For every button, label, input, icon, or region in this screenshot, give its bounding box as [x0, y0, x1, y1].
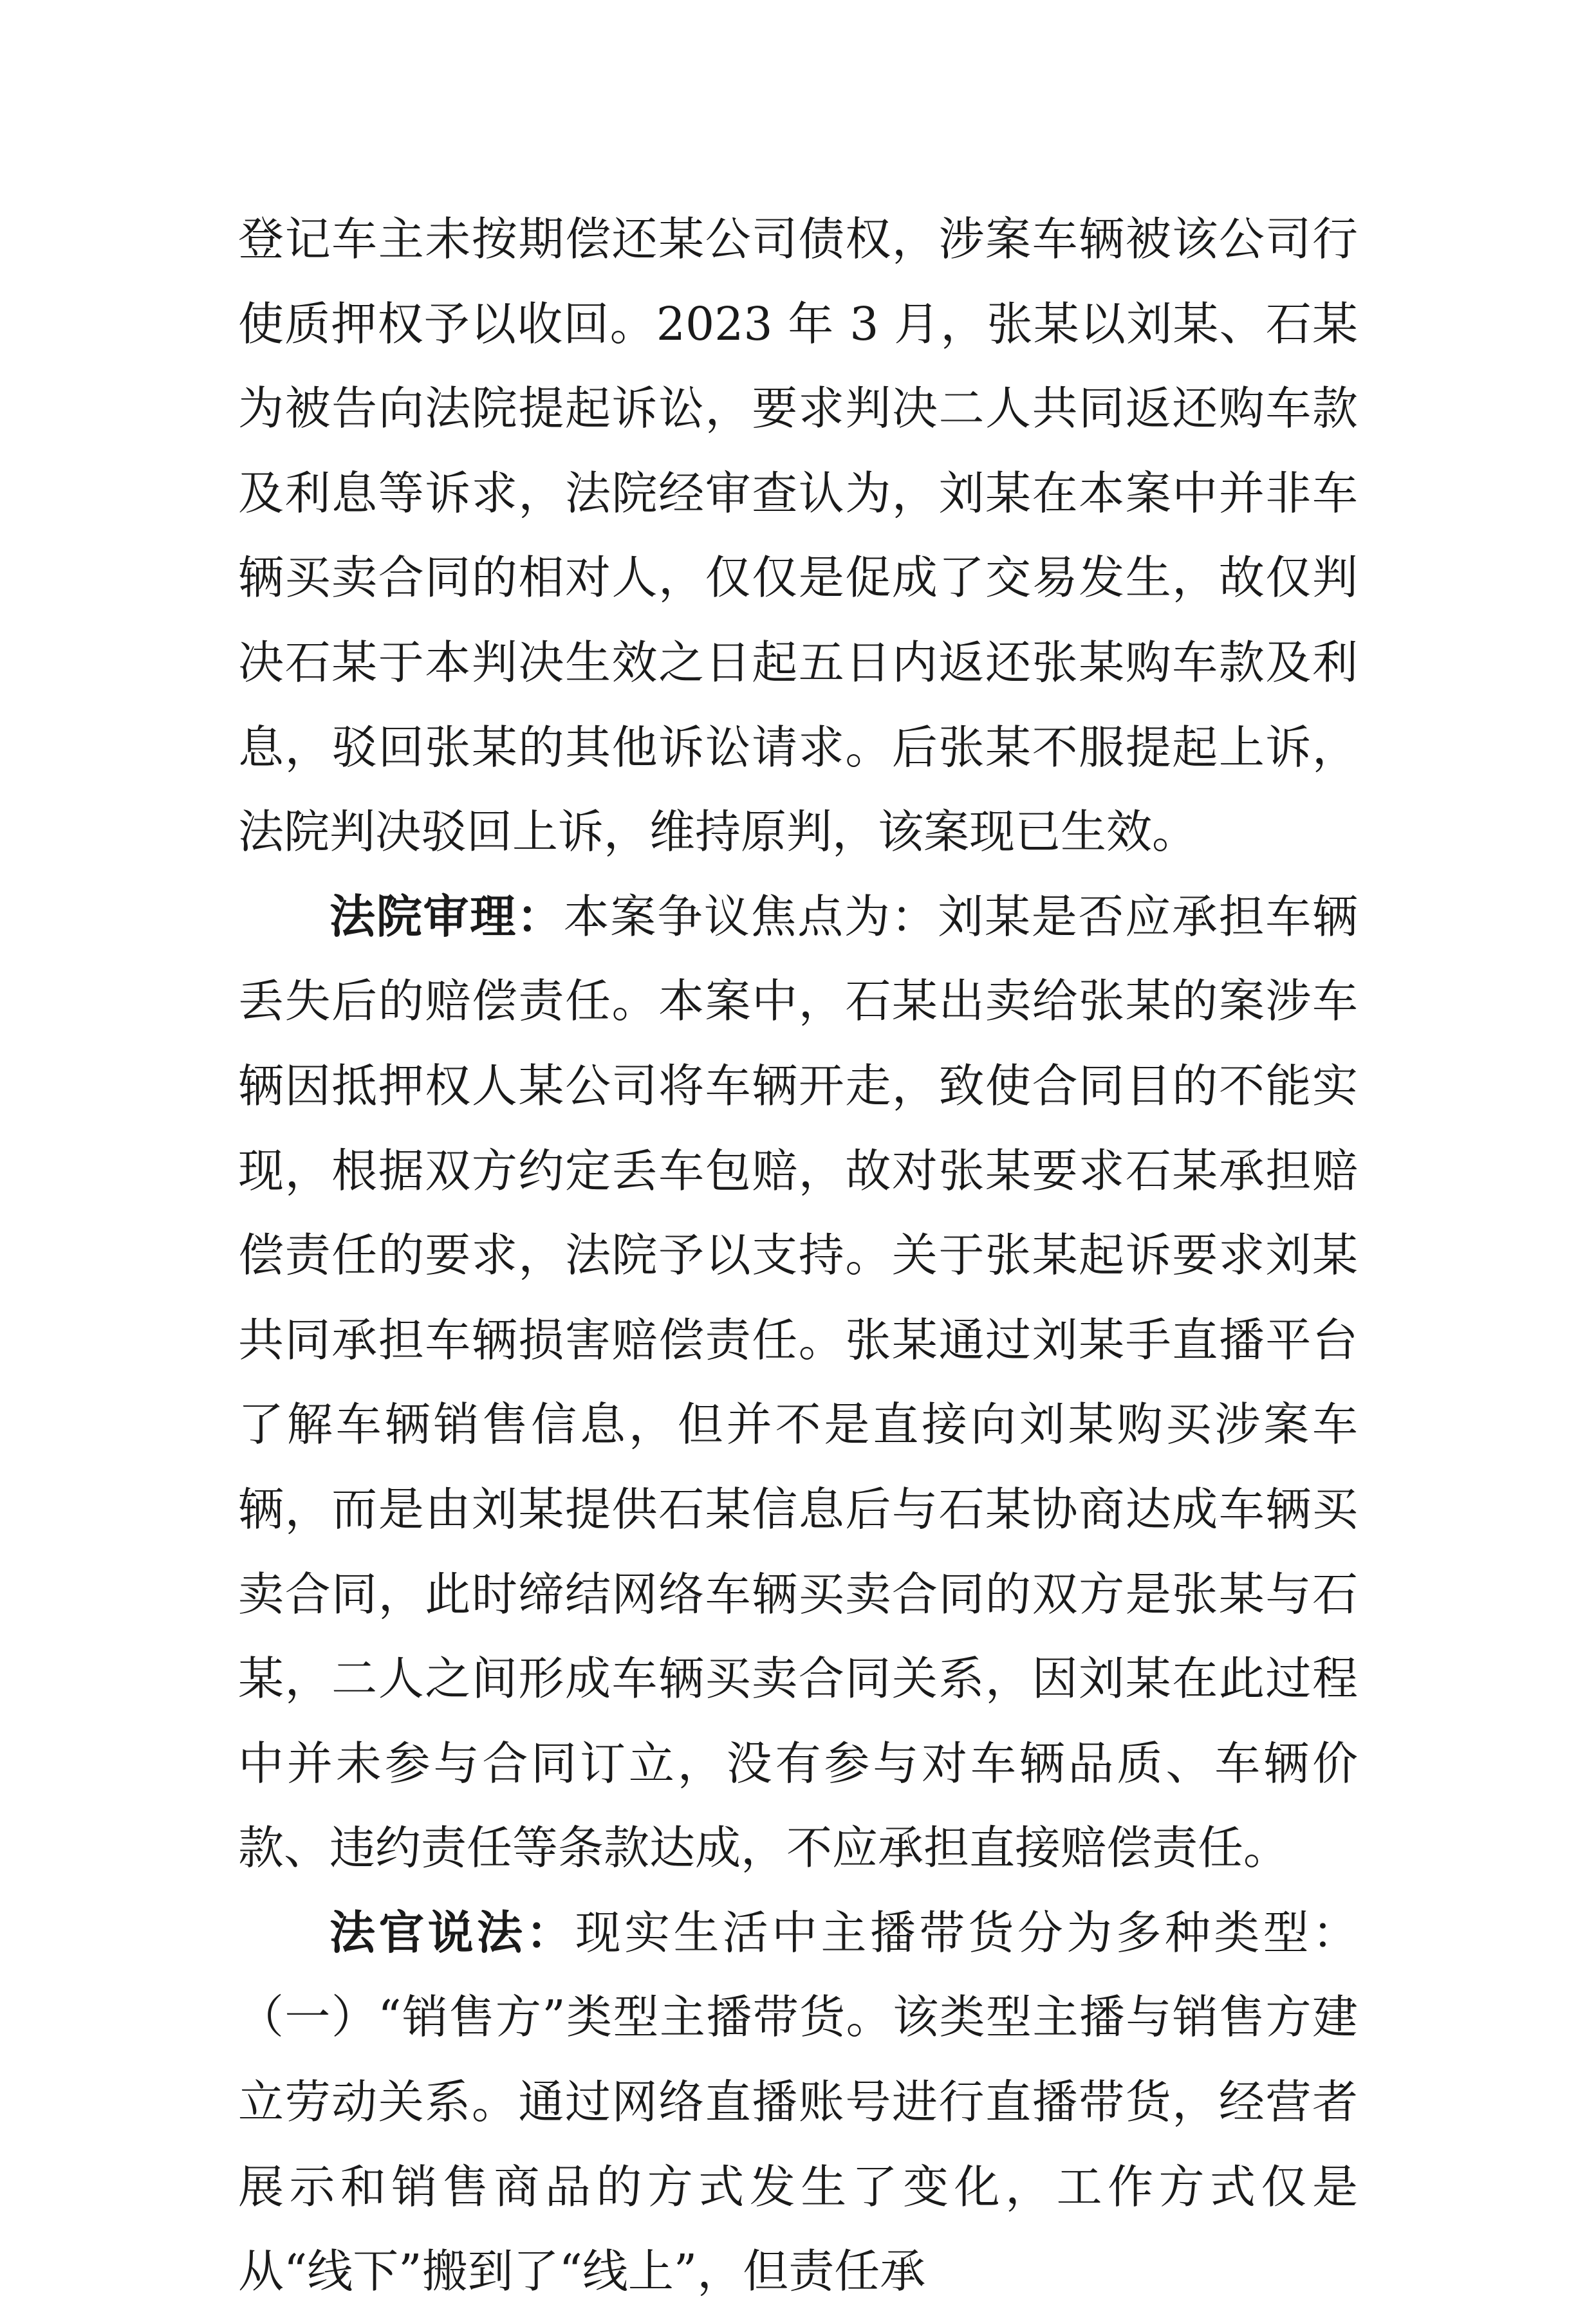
paragraph-judge-comment: [238, 1891, 1358, 2314]
paragraph-text: 现实生活中主播带货分为多种类型：（一）“销售方”类型主播带货。该类型主播与销售方建立劳动关系。通过网络直播账号进行直播带货，经营者展示和销售商品的方式发生了变化，工作方式仅是从“线下”搬到了“线上”，但责任承: [238, 1905, 1358, 2299]
paragraph-lead-judge-comment: 法官说法：: [329, 1905, 575, 1959]
paragraph-court-review: [238, 875, 1358, 1891]
paragraph-case-facts: [238, 197, 1358, 875]
paragraph-text: 本案争议焦点为：刘某是否应承担车辆丢失后的赔偿责任。本案中，石某出卖给张某的案涉车辆因抵押权人某公司将车辆开走，致使合同目的不能实现，根据双方约定丢车包赔，故对张某要求石某承担赔偿责任的要求，法院予以支持。关于张某起诉要求刘某共同承担车辆损害赔偿责任。张某通过刘某手直播平台了解车辆销售信息，但并不是直接向刘某购买涉案车辆，而是由刘某提供石某信息后与石某协商达成车辆买卖合同，此时缔结网络车辆买卖合同的双方是张某与石某，二人之间形成车辆买卖合同关系，因刘某在此过程中并未参与合同订立，没有参与对车辆品质、车辆价款、违约责任等条款达成，不应承担直接赔偿责任。: [238, 889, 1358, 1875]
paragraph-lead-court-review: 法院审理：: [329, 889, 564, 943]
paragraph-text: 登记车主未按期偿还某公司债权，涉案车辆被该公司行使质押权予以收回。2023 年 3 月，张某以刘某、石某为被告向法院提起诉讼，要求判决二人共同返还购车款及利息等诉求，法院经审查认为，刘某在本案中并非车辆买卖合同的相对人，仅仅是促成了交易发生，故仅判决石某于本判决生效之日起五日内返还张某购车款及利息，驳回张某的其他诉讼请求。后张某不服提起上诉，法院判决驳回上诉，维持原判，该案现已生效。: [238, 212, 1358, 859]
body-text: [238, 197, 1358, 2314]
